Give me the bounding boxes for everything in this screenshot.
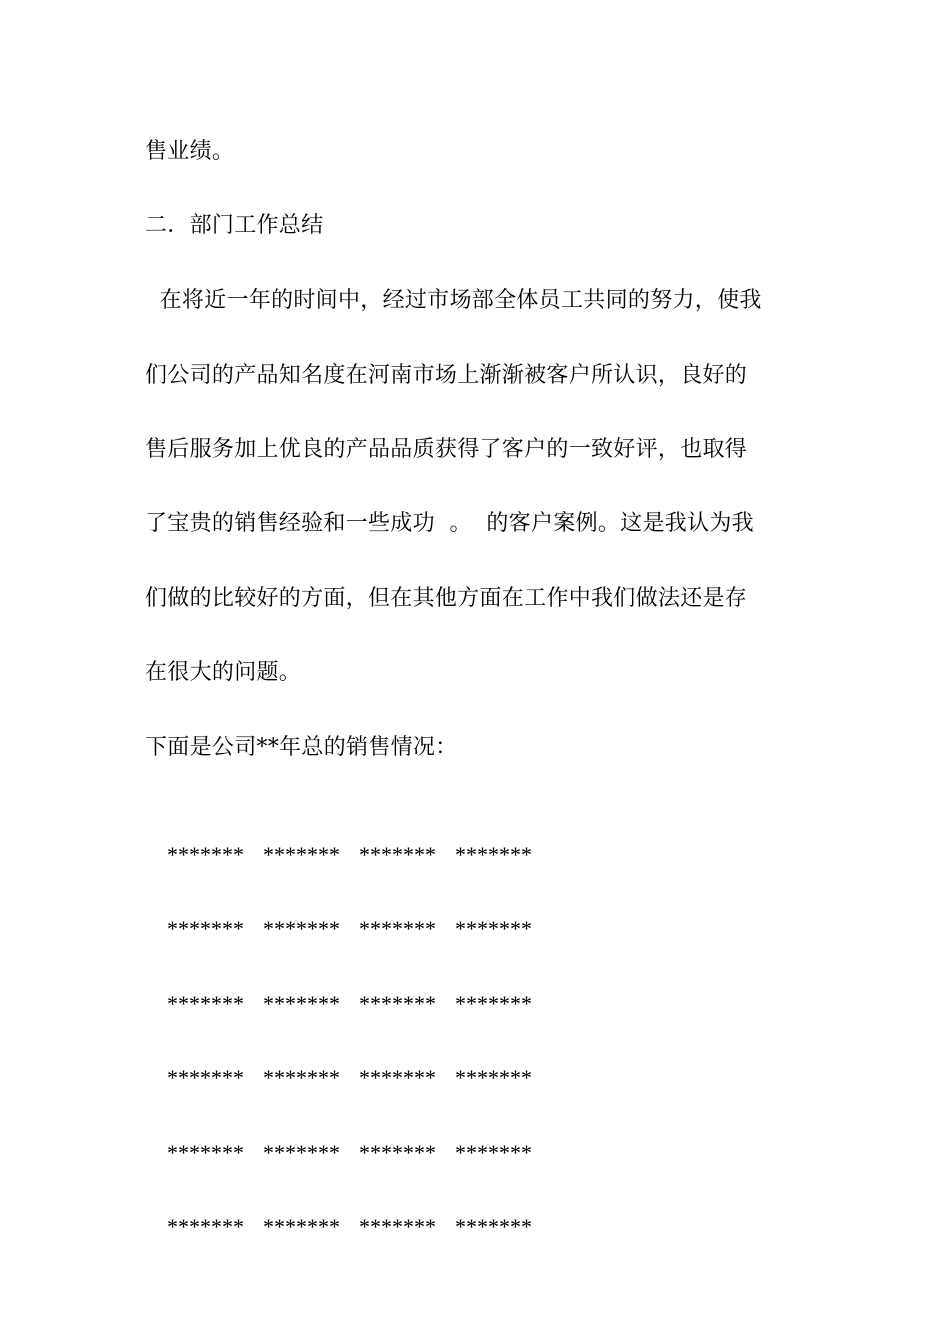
table-cell: ******* (263, 991, 340, 1016)
table-cell: ******* (167, 916, 244, 941)
paragraph-line: 们公司的产品知名度在河南市场上渐渐被客户所认识，良好的 (145, 363, 748, 388)
table-cell: ******* (455, 1140, 532, 1165)
table-cell: ******* (167, 1214, 244, 1239)
table-cell: ******* (455, 842, 532, 867)
table-cell: ******* (359, 1140, 436, 1165)
paragraph-line: 们做的比较好的方面，但在其他方面在工作中我们做法还是存 (145, 586, 748, 611)
table-cell: ******* (359, 842, 436, 867)
sales-table-row (145, 1182, 551, 1272)
table-cell: ******* (359, 1065, 436, 1090)
table-cell: ******* (455, 916, 532, 941)
table-cell: ******* (263, 1140, 340, 1165)
table-cell: ******* (167, 842, 244, 867)
table-cell: ******* (167, 991, 244, 1016)
paragraph-line: 售业绩。 (145, 139, 235, 164)
paragraph-line: 在将近一年的时间中，经过市场部全体员工共同的努力，使我 (145, 288, 762, 313)
table-cell: ******* (455, 991, 532, 1016)
table-cell: ******* (263, 916, 340, 941)
table-cell: ******* (263, 842, 340, 867)
table-cell: ******* (167, 1140, 244, 1165)
table-cell: ******* (263, 1065, 340, 1090)
table-cell: ******* (359, 1214, 436, 1239)
section-heading: 二．部门工作总结 (145, 213, 324, 238)
table-cell: ******* (359, 991, 436, 1016)
sales-intro-line: 下面是公司**年总的销售情况： (145, 735, 458, 760)
table-cell: ******* (359, 916, 436, 941)
table-cell: ******* (455, 1214, 532, 1239)
paragraph-line: 在很大的问题。 (145, 660, 302, 685)
table-cell: ******* (167, 1065, 244, 1090)
table-cell: ******* (455, 1065, 532, 1090)
table-cell: ******* (263, 1214, 340, 1239)
paragraph-line: 了宝贵的销售经验和一些成功 。 的客户案例。这是我认为我 (145, 511, 754, 536)
paragraph-line: 售后服务加上优良的产品品质获得了客户的一致好评，也取得 (145, 437, 748, 462)
